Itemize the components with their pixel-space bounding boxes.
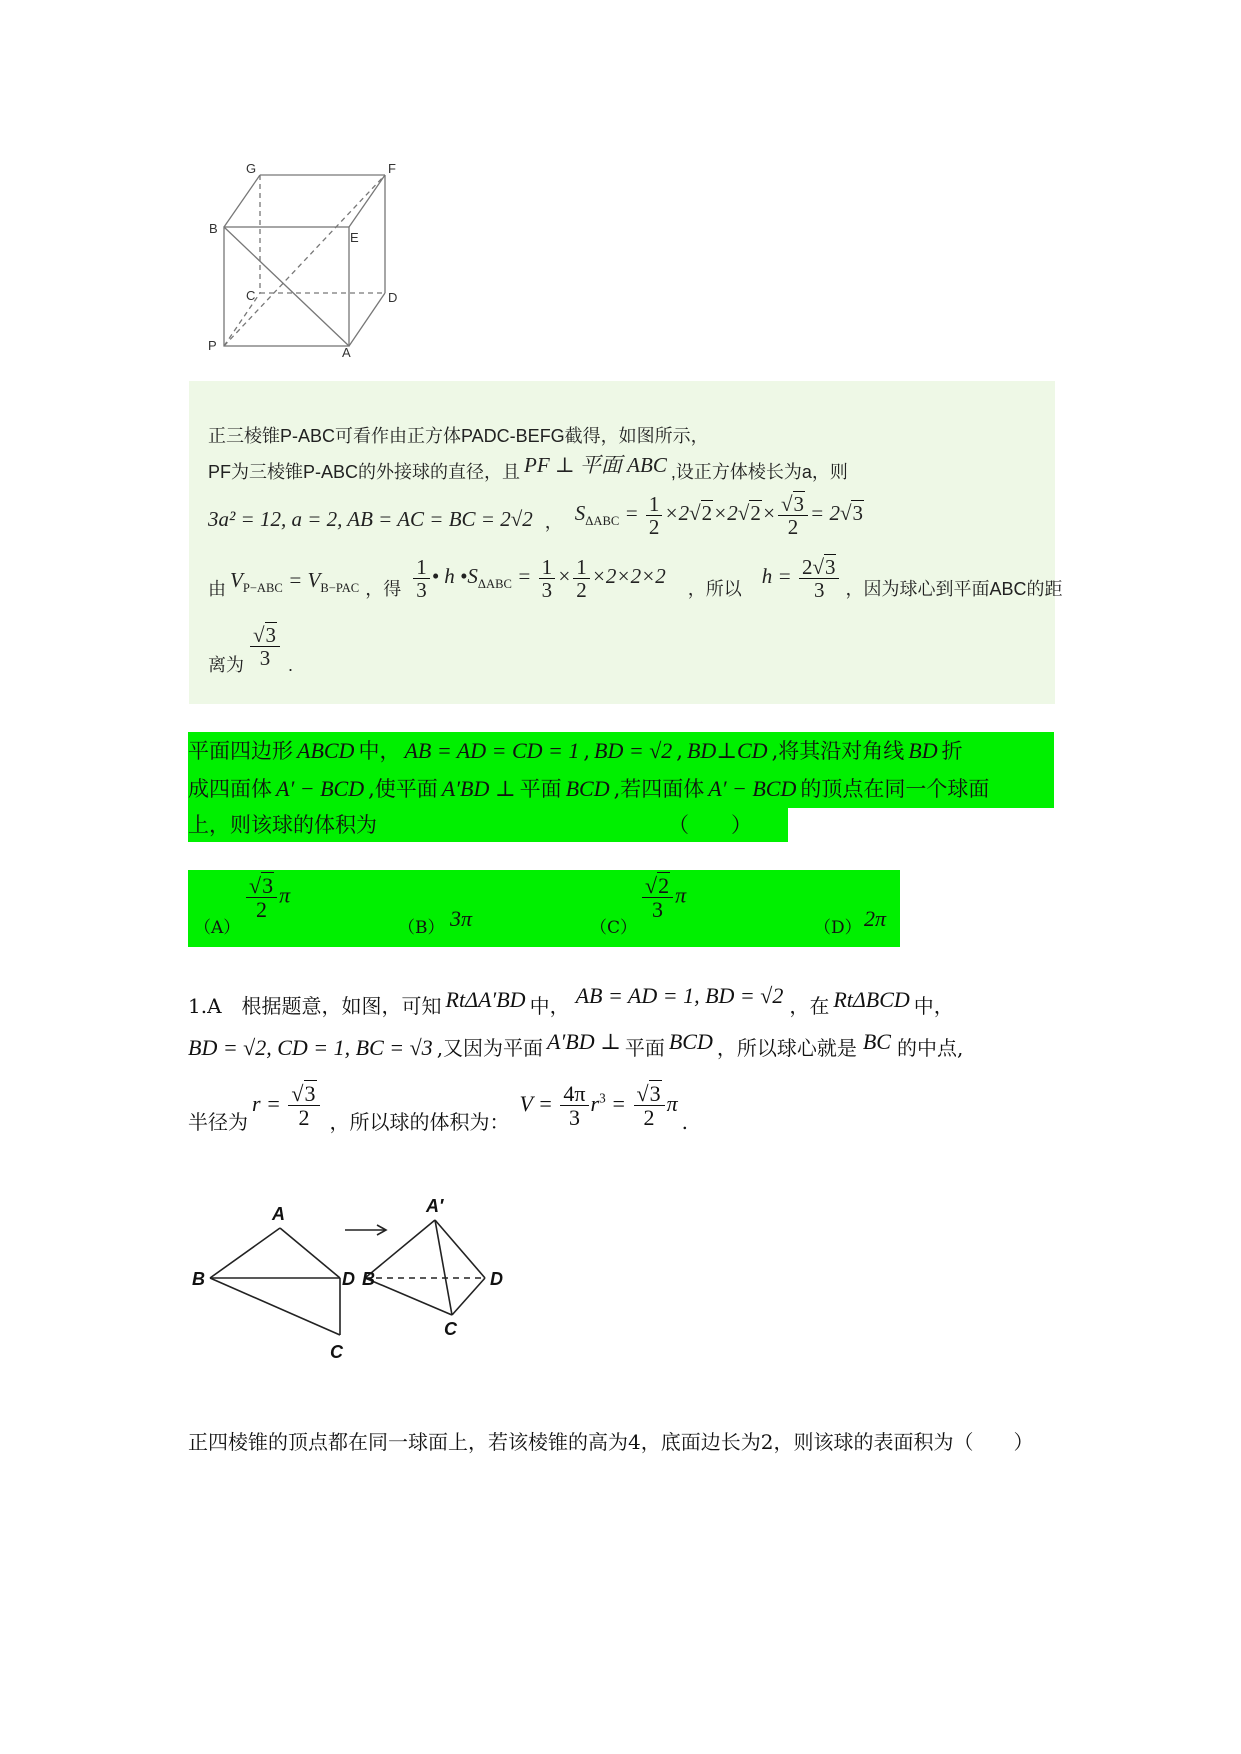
problem-1-text-j: 的顶点在同一个球面 bbox=[800, 777, 990, 801]
bd-length-formula: BD = √2 bbox=[594, 738, 673, 763]
solution-line-5-prefix: 离为 bbox=[208, 655, 244, 676]
bd-cd-bc-formula: BD = √2, CD = 1, BC = √3 bbox=[188, 1035, 433, 1060]
solution-line-1: 正三棱锥P-ABC可看作由正方体PADC-BEFG截得，如图所示， bbox=[208, 426, 709, 446]
answer-1-text-e: ,又因为平面 bbox=[436, 1036, 544, 1060]
problem-1-comma-2: , bbox=[676, 739, 683, 763]
equal-sides-formula: AB = AD = CD = 1 bbox=[404, 738, 580, 763]
answer-1-line-3 bbox=[188, 1081, 688, 1134]
solution-line-3 bbox=[208, 493, 864, 538]
sphere-volume-formula: V = $\frac{4\pi}{3}$ $r^3$ = $\frac{√3}{2}$ π bbox=[519, 1081, 678, 1131]
tetra-a-bcd: A′ − BCD bbox=[276, 776, 365, 801]
volume-equality-formula: $V_{P-ABC} = V_{B-PAC}$ bbox=[230, 568, 360, 596]
choice-a-formula: $\frac{√3}{2}$ π bbox=[244, 874, 290, 921]
problem-1-text-b: 中， bbox=[358, 739, 401, 763]
cube-label-g: G bbox=[246, 161, 257, 176]
plane-bcd: BCD bbox=[565, 776, 610, 801]
radius-formula: r = $\frac{√3}{2}$ bbox=[252, 1091, 322, 1116]
solution-line-4-prefix: 由 bbox=[208, 579, 226, 600]
quad-abcd: ABCD bbox=[297, 738, 355, 763]
choice-b-formula: 3π bbox=[450, 906, 473, 931]
cube-label-p: P bbox=[208, 338, 217, 353]
diagonal-bd: BD bbox=[908, 738, 938, 763]
fold-label-a-prime: A′ bbox=[426, 1196, 444, 1216]
choice-d-label: （D） bbox=[814, 918, 862, 938]
solution-line-4 bbox=[208, 556, 1063, 601]
tetra-a-bcd-2: A′ − BCD bbox=[708, 776, 797, 801]
volume-height-formula: $\frac{1}{3}$ • h $•S_{\Delta ABC}$ = $\frac{1}{3}$ × $\frac{1}{2}$ ×2×2×2 bbox=[411, 564, 666, 588]
cube-label-e: E bbox=[350, 230, 359, 245]
answer-1-text-d: 中， bbox=[913, 994, 954, 1018]
problem-1 bbox=[188, 732, 1054, 844]
problem-1-text-a: 平面四边形 bbox=[188, 739, 293, 763]
choice-a-label: （A） bbox=[194, 918, 241, 938]
fold-label-d: D bbox=[342, 1269, 355, 1289]
cube-figure bbox=[200, 160, 410, 360]
solution-line-4-so: ，所以 bbox=[687, 579, 742, 600]
answer-1-text-h: 的中点, bbox=[896, 1036, 964, 1060]
problem-1-text-h: 平面 bbox=[519, 777, 562, 801]
segment-bc: BC bbox=[862, 1029, 891, 1054]
fold-figure bbox=[190, 1190, 530, 1370]
fold-label-c: C bbox=[330, 1342, 343, 1362]
edge-length-formula: 3a² = 12, a = 2, AB = AC = BC = 2√2 bbox=[208, 507, 533, 532]
choice-c-formula: $\frac{√2}{3}$ π bbox=[640, 874, 686, 921]
problem-1-text-c: , bbox=[583, 739, 591, 763]
ab-ad-bd-formula: AB = AD = 1, BD = √2 bbox=[575, 983, 784, 1008]
answer-1-text-b: 中， bbox=[529, 994, 570, 1018]
plane-bcd-2: BCD bbox=[668, 1029, 713, 1054]
solution-line-5-end: . bbox=[288, 655, 294, 676]
answer-1-text-j: ，所以球的体积为： bbox=[329, 1109, 510, 1134]
plane-abd-perp-2: A′BD ⊥ bbox=[547, 1029, 621, 1054]
fold-label-c2: C bbox=[444, 1319, 457, 1339]
solution-line-5 bbox=[208, 623, 294, 676]
cube-label-b: B bbox=[209, 221, 218, 236]
answer-1-text-c: ，在 bbox=[789, 994, 830, 1018]
bd-perp-cd-formula: BD⊥CD bbox=[686, 738, 768, 763]
fold-label-a: A bbox=[272, 1204, 285, 1224]
triangle-area-formula: $S_{\Delta ABC}$ = $\frac{1}{2}$ ×2√2×2√2× $\frac{√3}{2}$ = 2√3 bbox=[574, 492, 863, 540]
rt-triangle-abd: RtΔA′BD bbox=[445, 987, 526, 1012]
fold-label-b2: B bbox=[362, 1269, 375, 1289]
pf-perpendicular-formula: PF ⊥ 平面 ABC bbox=[524, 453, 667, 477]
plane-abd-perp: A′BD ⊥ bbox=[441, 776, 516, 801]
fold-label-d2: D bbox=[490, 1269, 503, 1289]
cube-label-f: F bbox=[388, 161, 396, 176]
solution-line-4-mid: ，得 bbox=[365, 579, 402, 600]
rt-triangle-bcd: RtΔBCD bbox=[833, 987, 910, 1012]
problem-1-line-1 bbox=[188, 732, 1054, 770]
answer-1-text-g: ，所以球心就是 bbox=[716, 1036, 857, 1060]
height-formula: h = $\frac{2√3}{3}$ bbox=[762, 564, 842, 588]
distance-formula: $\frac{√3}{3}$ bbox=[248, 632, 282, 656]
problem-1-text-f: 成四面体 bbox=[188, 777, 272, 801]
problem-1-text-d: ,将其沿对角线 bbox=[771, 739, 905, 763]
cube-label-c: C bbox=[246, 288, 256, 303]
problem-1-line-2 bbox=[188, 770, 1054, 808]
answer-1-text-a: 1.A 根据题意，如图，可知 bbox=[188, 994, 442, 1018]
problem-1-text-k: 上，则该球的体积为 bbox=[188, 813, 377, 837]
cube-label-d: D bbox=[388, 290, 398, 305]
problem-1-text-e: 折 bbox=[941, 739, 963, 763]
solution-line-4-tail: ，因为球心到平面ABC的距 bbox=[845, 579, 1063, 600]
problem-1-line-3 bbox=[188, 808, 788, 842]
cube-label-a: A bbox=[342, 345, 351, 360]
fold-label-b: B bbox=[192, 1269, 205, 1289]
problem-1-text-g: ,使平面 bbox=[368, 777, 438, 801]
choices bbox=[188, 870, 900, 947]
answer-blank: （ ） bbox=[668, 813, 752, 837]
answer-1-text-i: 半径为 bbox=[188, 1109, 248, 1134]
choice-c-label: （C） bbox=[590, 918, 638, 938]
choice-b-label: （B） bbox=[398, 918, 445, 938]
solution-line-2-text-b: ,设正方体棱长为a，则 bbox=[670, 462, 848, 482]
choice-d-formula: 2π bbox=[864, 906, 887, 931]
question-2: 正四棱锥的顶点都在同一球面上，若该棱锥的高为4，底面边长为2，则该球的表面积为（ ） bbox=[188, 1430, 1034, 1454]
answer-1-end: . bbox=[681, 1109, 688, 1134]
answer-1-text-f: 平面 bbox=[624, 1036, 665, 1060]
solution-box bbox=[189, 381, 1063, 704]
solution-line-2 bbox=[208, 455, 848, 485]
answer-1 bbox=[188, 978, 1068, 1148]
solution-line-2-text-a: PF为三棱锥P-ABC的外接球的直径，且 bbox=[208, 462, 521, 482]
problem-1-text-i: ,若四面体 bbox=[613, 777, 705, 801]
solution-line-3-sep: ， bbox=[544, 512, 563, 533]
answer-1-line-2 bbox=[188, 1029, 964, 1061]
answer-1-line-1 bbox=[188, 983, 954, 1019]
